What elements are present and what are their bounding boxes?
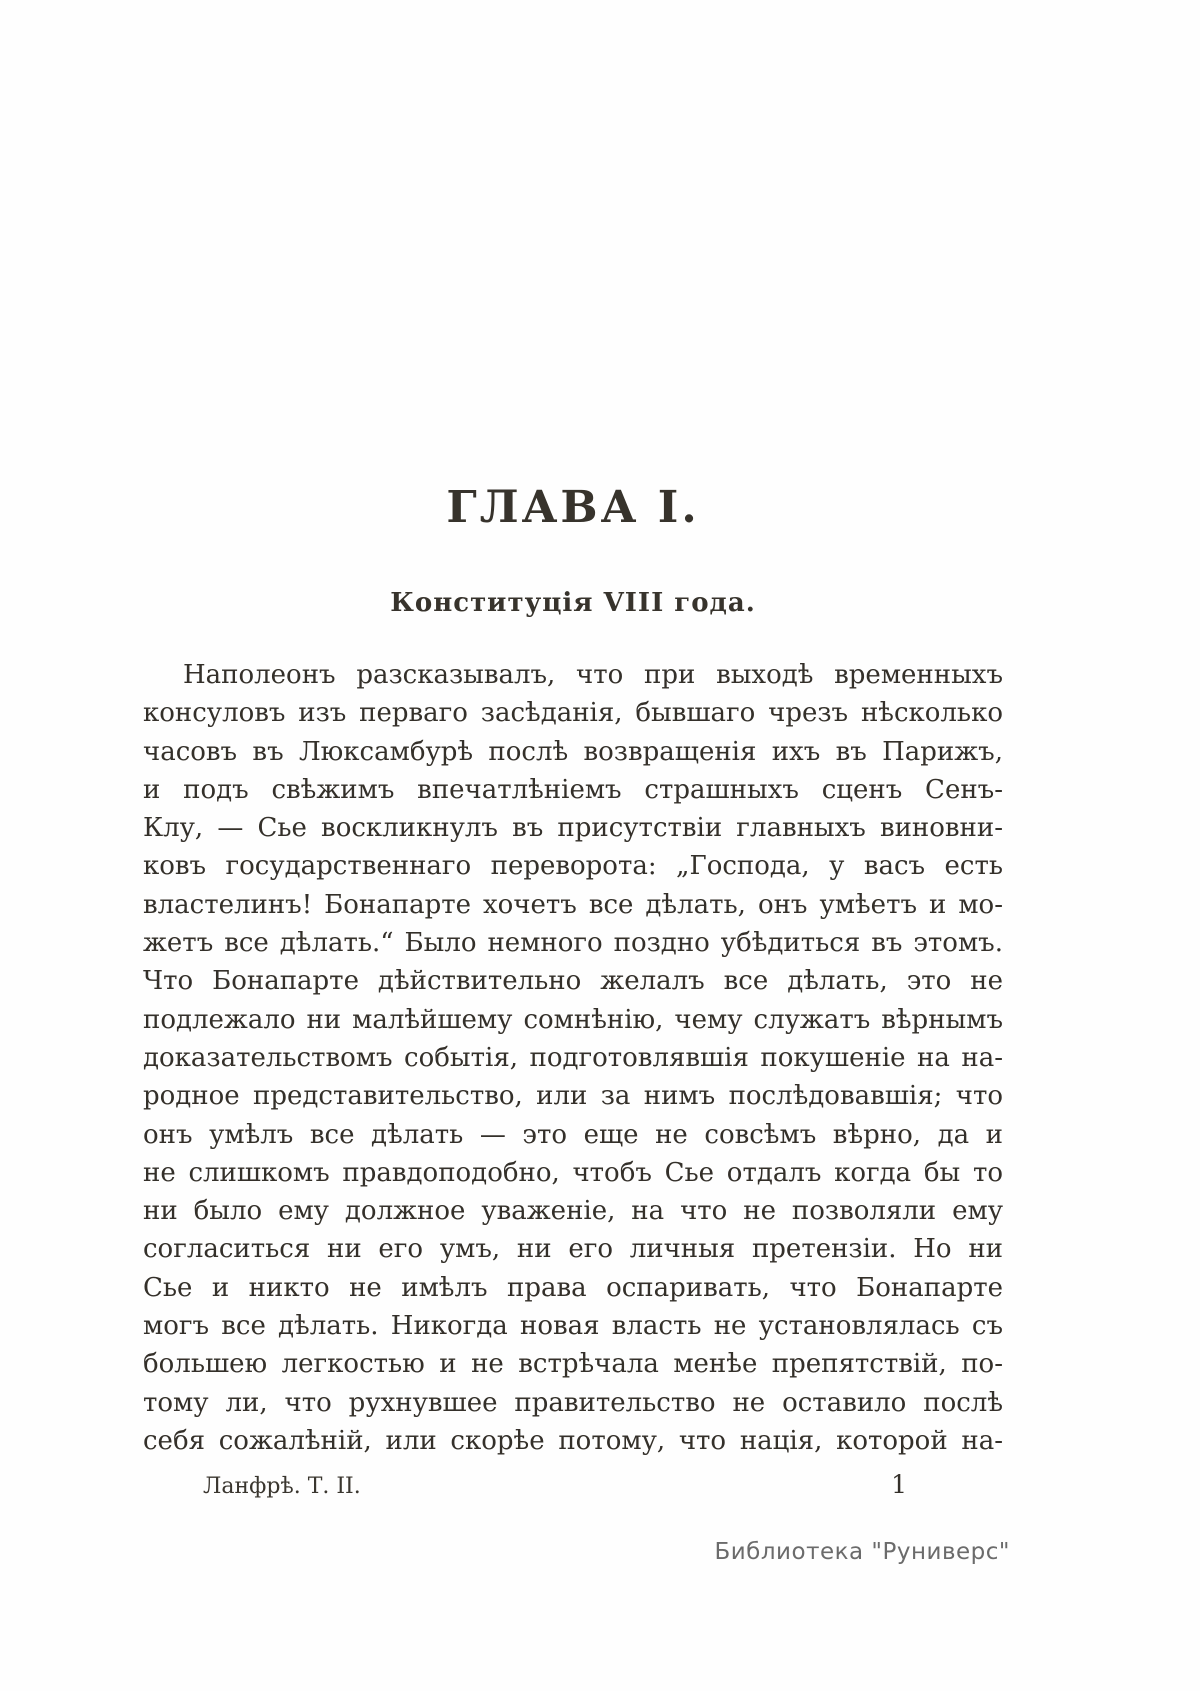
text-line: родное представительство, или за нимъ послѣдовавшія; что bbox=[143, 1081, 1003, 1112]
text-line: онъ умѣлъ все дѣлать — это еще не совсѣмъ вѣрно, да и bbox=[143, 1119, 1003, 1150]
chapter-title: ГЛАВА I. bbox=[446, 482, 700, 533]
text-line: Сье и никто не имѣлъ права оспаривать, что Бонапарте bbox=[143, 1272, 1003, 1303]
text-line: могъ все дѣлать. Никогда новая власть не установлялась съ bbox=[143, 1311, 1003, 1342]
text-line: Что Бонапарте дѣйствительно желалъ все дѣлать, это не bbox=[143, 966, 1003, 997]
text-line: ни было ему должное уваженіе, на что не позволяли ему bbox=[143, 1196, 1003, 1227]
page-number: 1 bbox=[891, 1470, 907, 1499]
printer-signature: Ланфрѣ. Т. II. bbox=[203, 1474, 361, 1499]
text-line: тому ли, что рухнувшее правительство не оставило послѣ bbox=[143, 1387, 1003, 1418]
text-line: и подъ свѣжимъ впечатлѣніемъ страшныхъ сценъ Сенъ- bbox=[143, 774, 1003, 805]
page-footer bbox=[143, 1470, 1003, 1499]
text-line: подлежало ни малѣйшему сомнѣнію, чему служатъ вѣрнымъ bbox=[143, 1004, 1003, 1035]
paragraph bbox=[143, 656, 1003, 1460]
text-line: властелинъ! Бонапарте хочетъ все дѣлать, онъ умѣетъ и мо- bbox=[143, 889, 1003, 920]
text-line: жетъ все дѣлать.“ Было немного поздно убѣдиться въ этомъ. bbox=[143, 928, 1003, 959]
text-line: Клу, — Сье воскликнулъ въ присутствіи главныхъ виновни- bbox=[143, 813, 1003, 844]
text-line: себя сожалѣній, или скорѣе потому, что нація, которой на- bbox=[143, 1425, 1003, 1456]
text-line: не слишкомъ правдоподобно, чтобъ Сье отдалъ когда бы то bbox=[143, 1157, 1003, 1188]
text-line: консуловъ изъ перваго засѣданія, бывшаго чрезъ нѣсколько bbox=[143, 698, 1003, 729]
text-line: доказательствомъ событія, подготовлявшія покушеніе на на- bbox=[143, 1042, 1003, 1073]
section-title: Конституція VIII года. bbox=[390, 588, 756, 618]
library-watermark: Библиотека "Руниверс" bbox=[714, 1539, 1010, 1565]
text-line: согласиться ни его умъ, ни его личныя претензіи. Но ни bbox=[143, 1234, 1003, 1265]
text-line: Наполеонъ разсказывалъ, что при выходѣ временныхъ bbox=[183, 660, 1003, 690]
text-line: ковъ государственнаго переворота: „Господа, у васъ есть bbox=[143, 851, 1003, 882]
text-line: большею легкостью и не встрѣчала менѣе препятствій, по- bbox=[143, 1349, 1003, 1380]
text-line: часовъ въ Люксамбурѣ послѣ возвращенія ихъ въ Парижъ, bbox=[143, 736, 1003, 767]
